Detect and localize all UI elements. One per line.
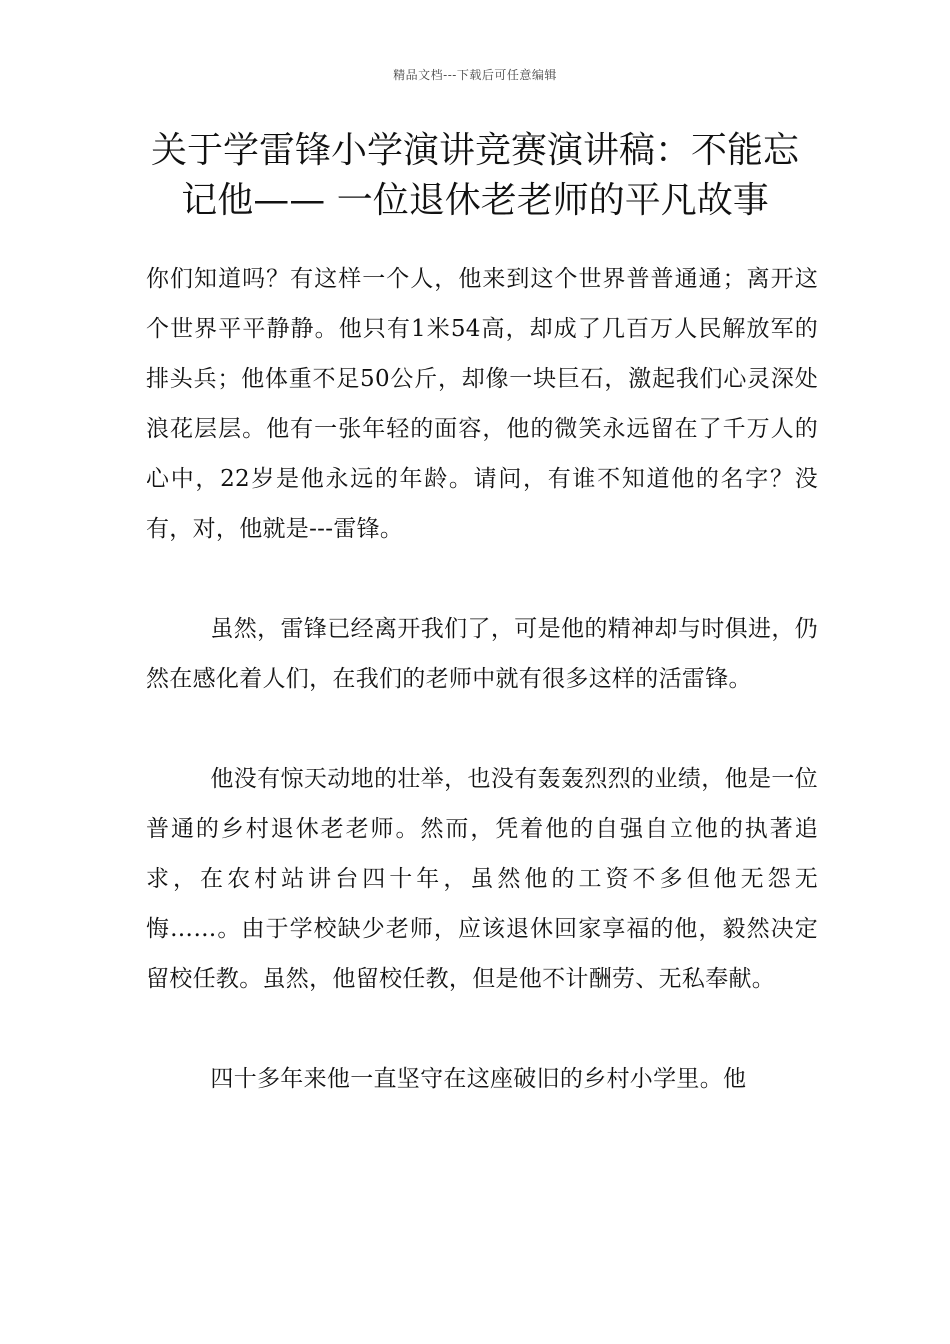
paragraph-4: 四十多年来他一直坚守在这座破旧的乡村小学里。他	[210, 1066, 747, 1092]
paragraph-gap	[146, 554, 818, 604]
document-body	[146, 254, 818, 1104]
paragraph-1: 你们知道吗？有这样一个人，他来到这个世界普普通通；离开这个世界平平静静。他只有1米54高，却成了几百万人民解放军的排头兵；他体重不足50公斤，却像一块巨石，激起我们心灵深处浪花层层。他有一张年轻的面容，他的微笑永远留在了千万人的心中，22岁是他永远的年龄。请问，有谁不知道他的名字？没有，对，他就是---雷锋。	[146, 266, 818, 542]
paragraph-2: 虽然，雷锋已经离开我们了，可是他的精神却与时俱进，仍然在感化着人们，在我们的老师中就有很多这样的活雷锋。	[146, 616, 818, 692]
paragraph-3: 他没有惊天动地的壮举，也没有轰轰烈烈的业绩，他是一位普通的乡村退休老老师。然而，凭着他的自强自立他的执著追求，在农村站讲台四十年，虽然他的工资不多但他无怨无悔……。由于学校缺少老师，应该退休回家享福的他，毅然决定留校任教。虽然，他留校任教，但是他不计酬劳、无私奉献。	[146, 766, 818, 992]
document-title: 关于学雷锋小学演讲竞赛演讲稿：不能忘记他—— 一位退休老老师的平凡故事	[150, 130, 799, 221]
header-note: 精品文档---下载后可任意编辑	[393, 68, 557, 82]
paragraph-gap	[146, 704, 818, 754]
paragraph-gap	[146, 1004, 818, 1054]
